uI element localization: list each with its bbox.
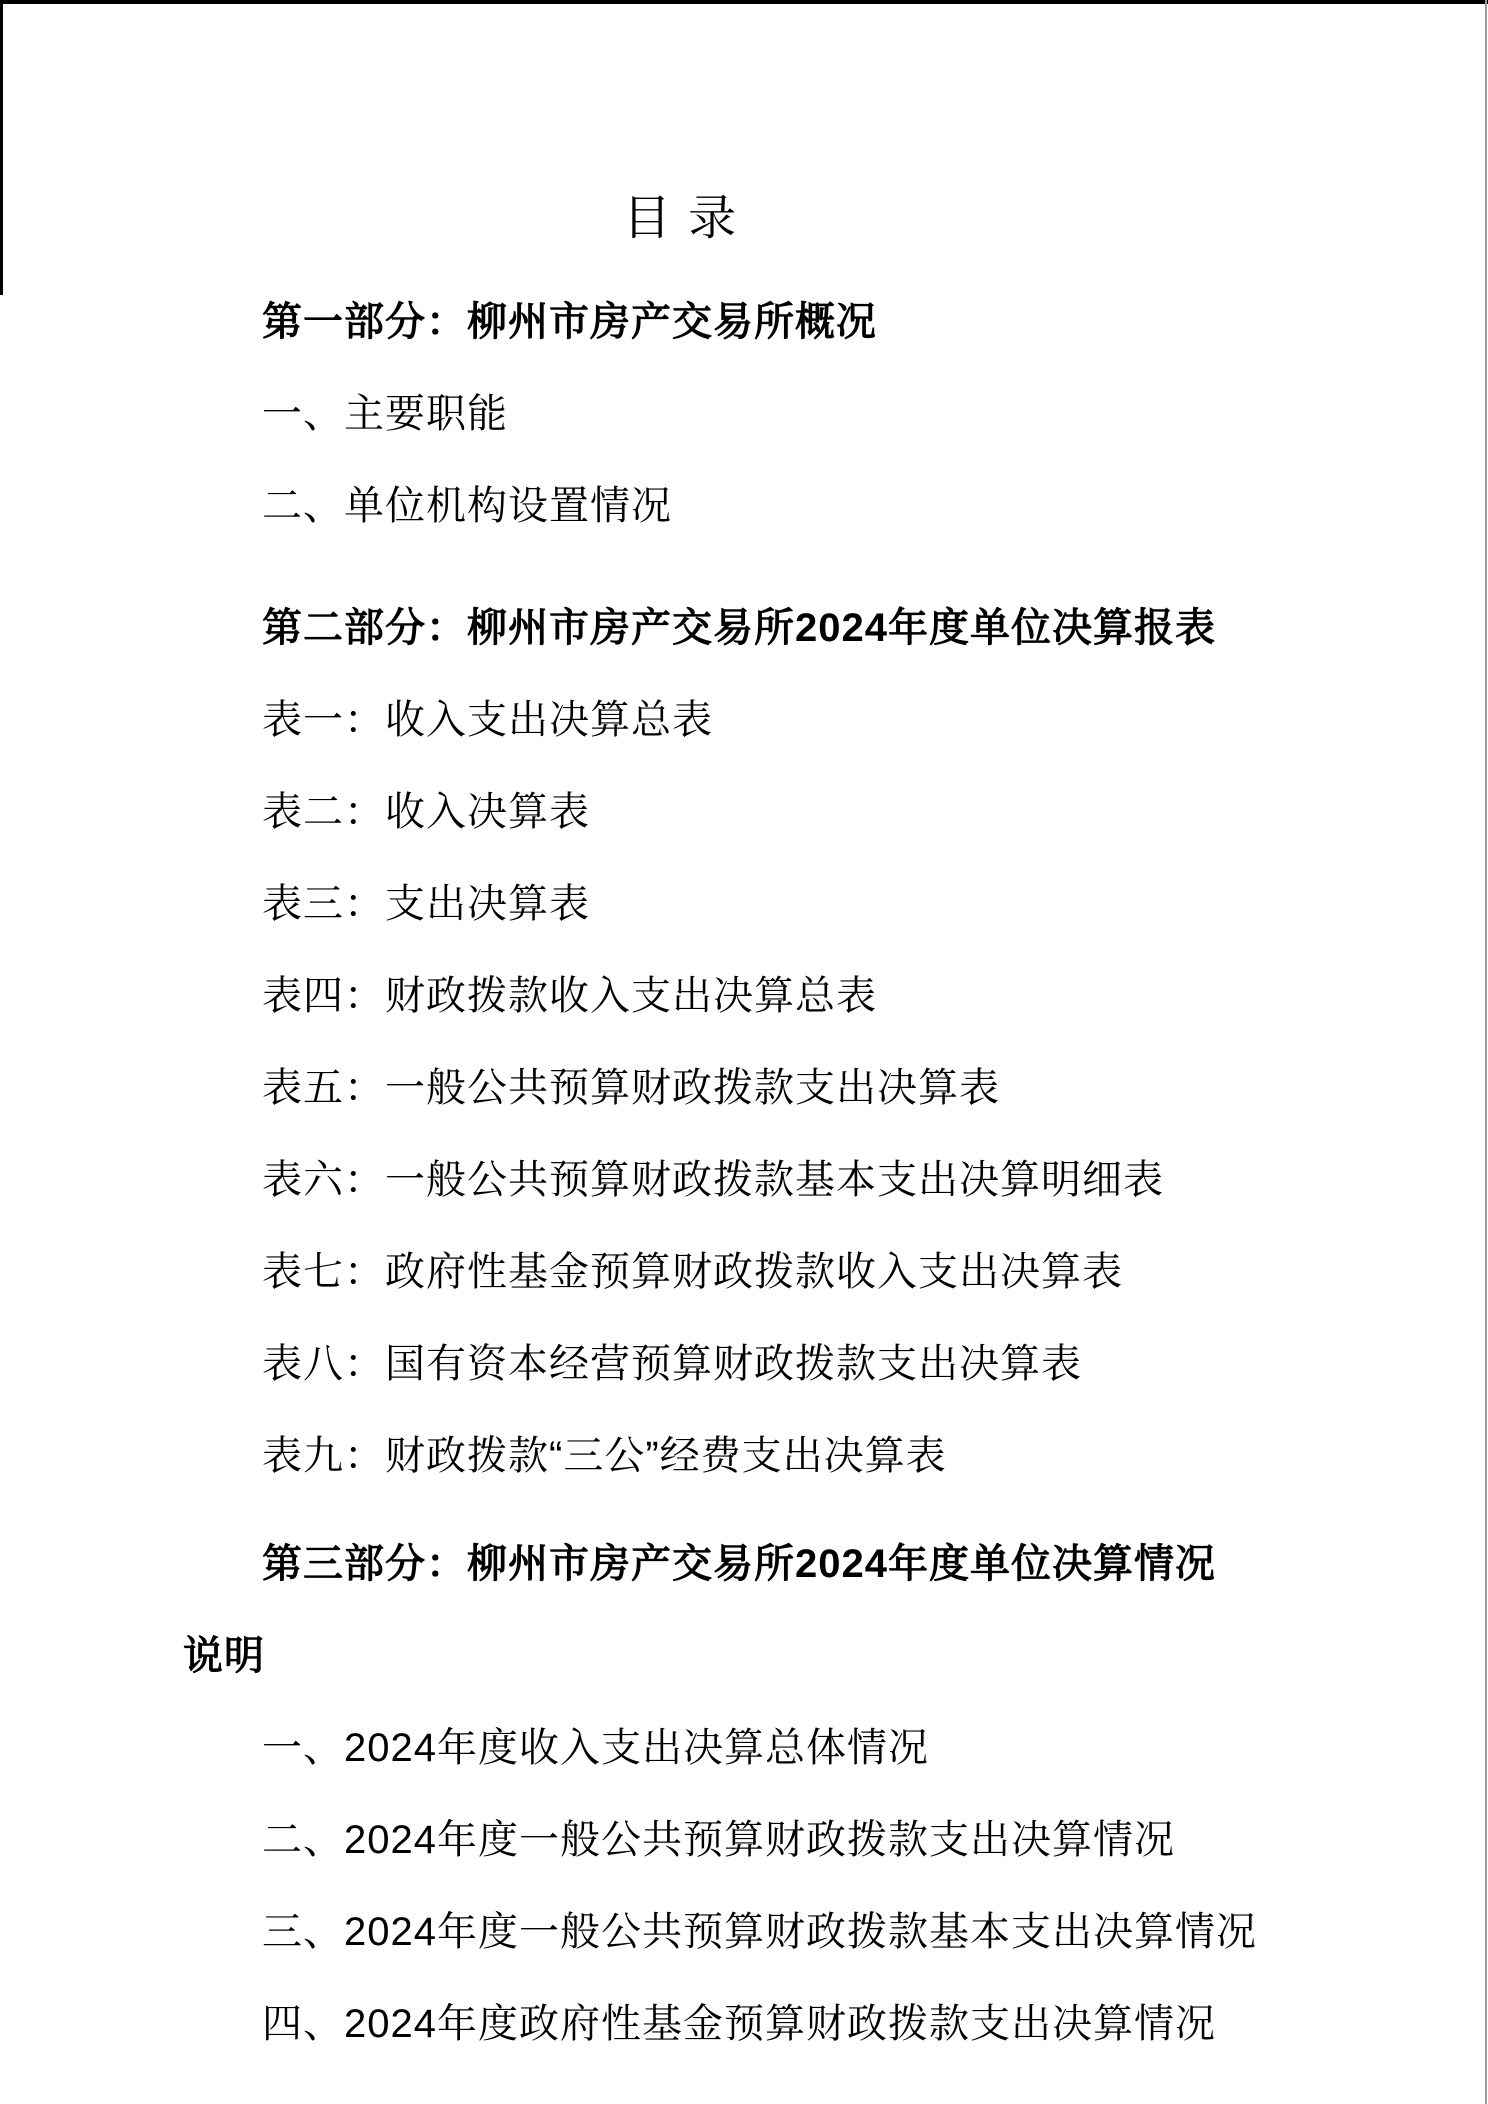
- toc-item-table8: 表八：国有资本经营预算财政拨款支出决算表: [262, 1342, 1082, 1386]
- toc-title: 目 录: [622, 192, 739, 245]
- toc-item-part1-functions: 一、主要职能: [262, 392, 508, 436]
- toc-item-part3-general-budget: 二、2024年度一般公共预算财政拨款支出决算情况: [262, 1818, 1175, 1862]
- toc-item-part3-basic-expenditure: 三、2024年度一般公共预算财政拨款基本支出决算情况: [262, 1910, 1257, 1954]
- page-left-border-line: [0, 0, 3, 295]
- page-top-border-line: [0, 0, 1488, 4]
- toc-content: [0, 189, 1488, 2070]
- toc-item-table7: 表七：政府性基金预算财政拨款收入支出决算表: [262, 1250, 1123, 1294]
- part3-heading-line1: 第三部分：柳州市房产交易所2024年度单位决算情况: [262, 1542, 1216, 1586]
- toc-item-table3: 表三：支出决算表: [262, 882, 590, 926]
- toc-item-table4: 表四：财政拨款收入支出决算总表: [262, 974, 877, 1018]
- toc-item-table2: 表二：收入决算表: [262, 790, 590, 834]
- toc-item-table5: 表五：一般公共预算财政拨款支出决算表: [262, 1066, 1000, 1110]
- part1-heading: 第一部分：柳州市房产交易所概况: [262, 300, 877, 344]
- toc-item-part1-organization: 二、单位机构设置情况: [262, 484, 672, 528]
- toc-item-table1: 表一：收入支出决算总表: [262, 698, 713, 742]
- toc-item-part3-overall: 一、2024年度收入支出决算总体情况: [262, 1726, 929, 1770]
- toc-item-table6: 表六：一般公共预算财政拨款基本支出决算明细表: [262, 1158, 1164, 1202]
- page-right-border-line: [1485, 0, 1487, 2104]
- part2-heading: 第二部分：柳州市房产交易所2024年度单位决算报表: [262, 606, 1216, 650]
- part3-heading-line2: 说明: [183, 1634, 265, 1678]
- toc-item-table9: 表九：财政拨款“三公”经费支出决算表: [262, 1434, 947, 1478]
- toc-item-part3-gov-fund: 四、2024年度政府性基金预算财政拨款支出决算情况: [262, 2002, 1216, 2046]
